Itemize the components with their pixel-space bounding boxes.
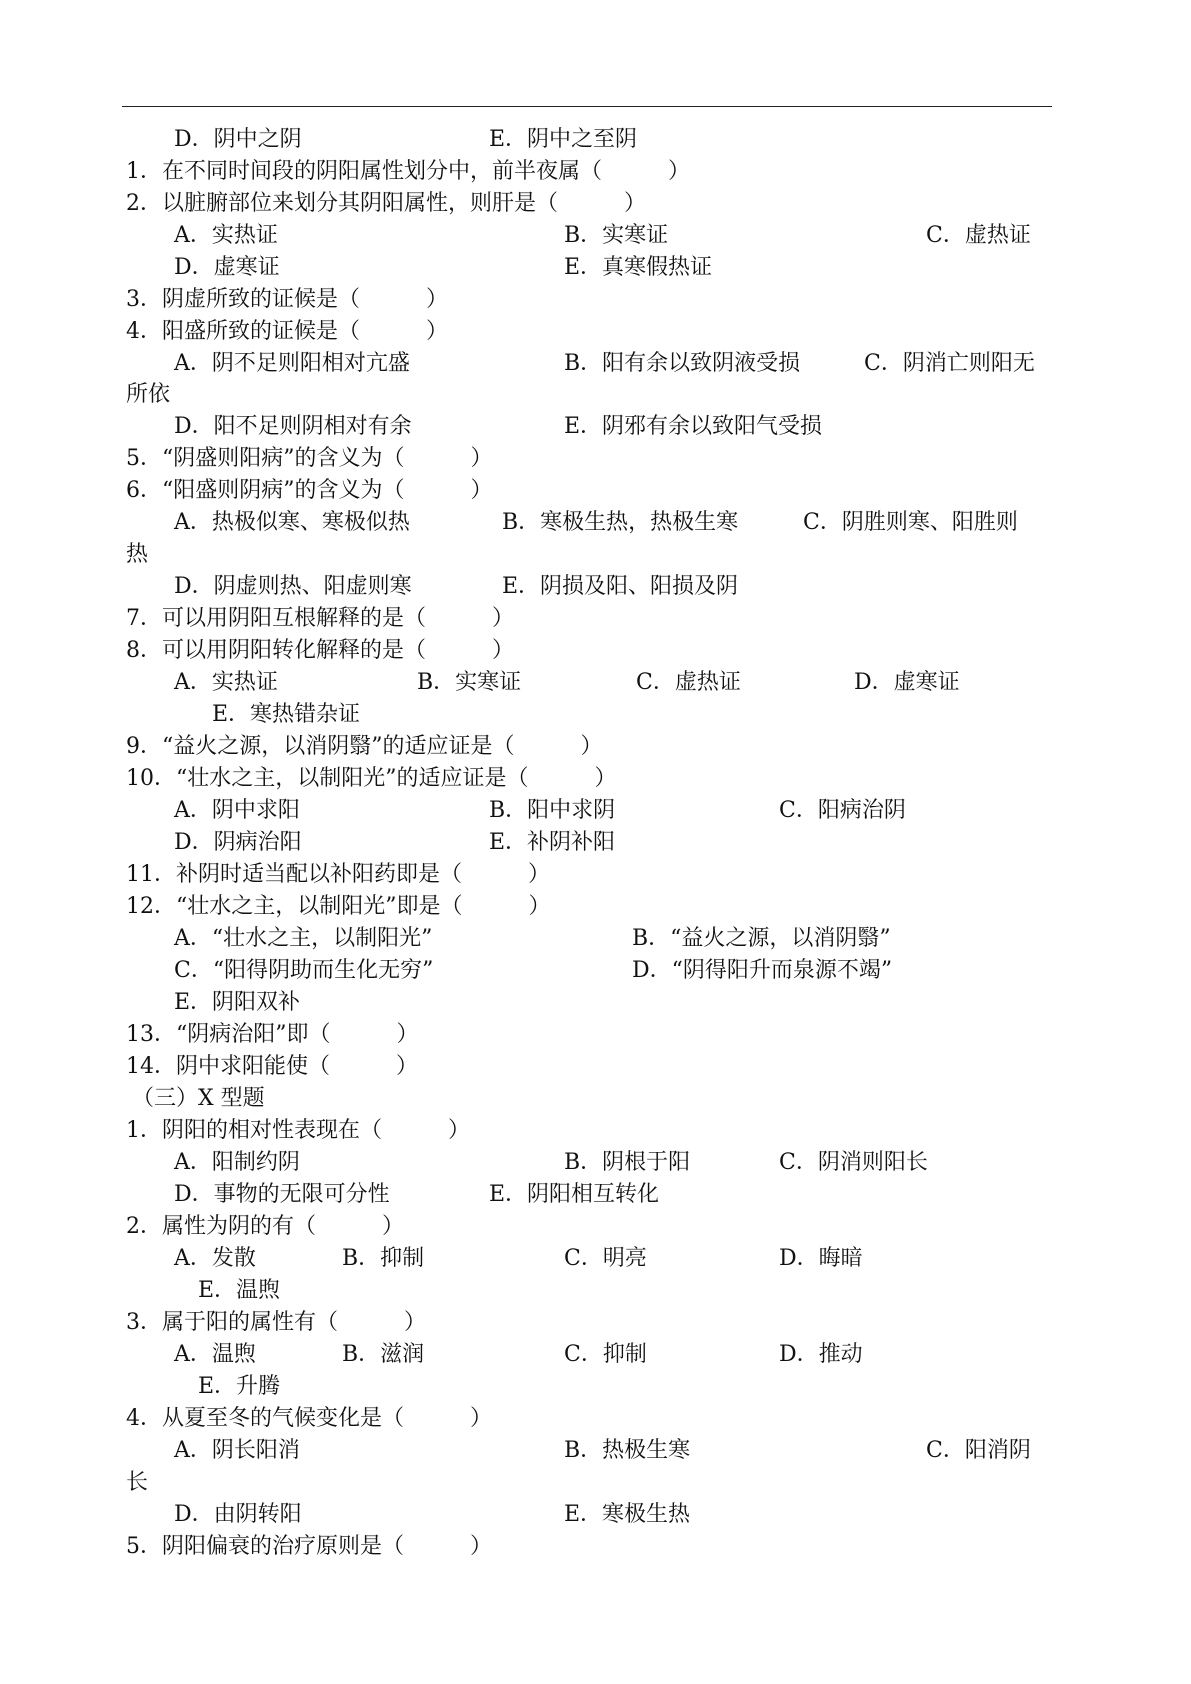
text-line: C．虚热证 bbox=[926, 223, 1031, 248]
text-line: E．补阴补阳 bbox=[489, 830, 616, 855]
text-line: 3．属于阳的属性有（ ） bbox=[126, 1310, 426, 1335]
text-line: C．阴消亡则阳无 bbox=[864, 351, 1035, 376]
text-line: D．阴虚则热、阳虚则寒 bbox=[174, 574, 412, 599]
text-line: E．寒极生热 bbox=[564, 1502, 691, 1527]
text-line: 热 bbox=[126, 542, 149, 567]
text-line: B．实寒证 bbox=[564, 223, 669, 248]
text-line: 4．从夏至冬的气候变化是（ ） bbox=[126, 1406, 492, 1431]
text-line: B．热极生寒 bbox=[564, 1438, 691, 1463]
text-line: A．热极似寒、寒极似热 bbox=[174, 510, 410, 535]
text-line: 所依 bbox=[126, 382, 171, 407]
text-line: A．“壮水之主，以制阳光” bbox=[174, 926, 433, 951]
text-line: E．升腾 bbox=[198, 1374, 281, 1399]
text-line: B．滋润 bbox=[342, 1342, 425, 1367]
text-line: C．阴消则阳长 bbox=[779, 1150, 928, 1175]
text-line: 1．在不同时间段的阴阳属性划分中，前半夜属（ ） bbox=[126, 159, 690, 184]
text-line: A．阴长阳消 bbox=[174, 1438, 300, 1463]
text-line: A．实热证 bbox=[174, 223, 278, 248]
text-line: A．阳制约阴 bbox=[174, 1150, 300, 1175]
text-line: 10．“壮水之主，以制阳光”的适应证是（ ） bbox=[126, 766, 617, 791]
text-line: D．虚寒证 bbox=[174, 255, 280, 280]
text-line: B．寒极生热，热极生寒 bbox=[502, 510, 739, 535]
text-line: D．推动 bbox=[779, 1342, 863, 1367]
text-line: C．阳消阴 bbox=[926, 1438, 1031, 1463]
text-line: C．抑制 bbox=[564, 1342, 647, 1367]
text-line: E．阴阳相互转化 bbox=[489, 1182, 660, 1207]
text-line: B．实寒证 bbox=[417, 670, 522, 695]
text-line: D．晦暗 bbox=[779, 1246, 863, 1271]
text-line: E．阴中之至阴 bbox=[489, 127, 638, 152]
text-line: A．温煦 bbox=[174, 1342, 256, 1367]
text-line: B．“益火之源，以消阴翳” bbox=[632, 926, 891, 951]
text-line: B．抑制 bbox=[342, 1246, 425, 1271]
text-line: A．阴中求阳 bbox=[174, 798, 300, 823]
header-rule bbox=[122, 106, 1052, 107]
text-line: D．由阴转阳 bbox=[174, 1502, 302, 1527]
text-line: D．阳不足则阴相对有余 bbox=[174, 414, 412, 439]
text-line: E．阴邪有余以致阳气受损 bbox=[564, 414, 823, 439]
text-line: 11．补阴时适当配以补阳药即是（ ） bbox=[126, 862, 550, 887]
text-line: 5．“阴盛则阳病”的含义为（ ） bbox=[126, 446, 493, 471]
text-line: A．发散 bbox=[174, 1246, 256, 1271]
text-line: E．阴损及阳、阳损及阴 bbox=[502, 574, 739, 599]
text-line: 4．阳盛所致的证候是（ ） bbox=[126, 319, 448, 344]
text-line: 12．“壮水之主，以制阳光”即是（ ） bbox=[126, 894, 551, 919]
text-line: （三）X 型题 bbox=[132, 1086, 265, 1111]
text-line: 13．“阴病治阳”即（ ） bbox=[126, 1022, 419, 1047]
text-line: B．阴根于阳 bbox=[564, 1150, 691, 1175]
text-line: C．阴胜则寒、阳胜则 bbox=[803, 510, 1018, 535]
text-line: B．阳中求阴 bbox=[489, 798, 616, 823]
text-line: E．真寒假热证 bbox=[564, 255, 713, 280]
text-line: 长 bbox=[126, 1470, 149, 1495]
text-line: 8．可以用阴阳转化解释的是（ ） bbox=[126, 638, 514, 663]
text-line: C．“阳得阴助而生化无穷” bbox=[174, 958, 434, 983]
text-line: 3．阴虚所致的证候是（ ） bbox=[126, 287, 448, 312]
text-line: E．阴阳双补 bbox=[174, 990, 301, 1015]
text-line: 7．可以用阴阳互根解释的是（ ） bbox=[126, 606, 514, 631]
text-line: C．虚热证 bbox=[636, 670, 741, 695]
text-line: A．实热证 bbox=[174, 670, 278, 695]
text-line: 2．属性为阴的有（ ） bbox=[126, 1214, 404, 1239]
text-line: D．虚寒证 bbox=[854, 670, 960, 695]
text-line: D．阴中之阴 bbox=[174, 127, 302, 152]
text-line: 2．以脏腑部位来划分其阴阳属性，则肝是（ ） bbox=[126, 191, 646, 216]
text-line: 5．阴阳偏衰的治疗原则是（ ） bbox=[126, 1534, 492, 1559]
text-line: E．寒热错杂证 bbox=[212, 702, 361, 727]
text-line: C．明亮 bbox=[564, 1246, 647, 1271]
text-line: C．阳病治阴 bbox=[779, 798, 906, 823]
text-line: D．阴病治阳 bbox=[174, 830, 302, 855]
text-line: B．阳有余以致阴液受损 bbox=[564, 351, 801, 376]
text-line: E．温煦 bbox=[198, 1278, 281, 1303]
text-line: D．“阴得阳升而泉源不竭” bbox=[632, 958, 893, 983]
text-line: 14．阴中求阳能使（ ） bbox=[126, 1054, 418, 1079]
text-line: D．事物的无限可分性 bbox=[174, 1182, 390, 1207]
text-line: 9．“益火之源，以消阴翳”的适应证是（ ） bbox=[126, 734, 603, 759]
text-line: A．阴不足则阳相对亢盛 bbox=[174, 351, 410, 376]
text-line: 1．阴阳的相对性表现在（ ） bbox=[126, 1118, 470, 1143]
text-line: 6．“阳盛则阴病”的含义为（ ） bbox=[126, 478, 493, 503]
